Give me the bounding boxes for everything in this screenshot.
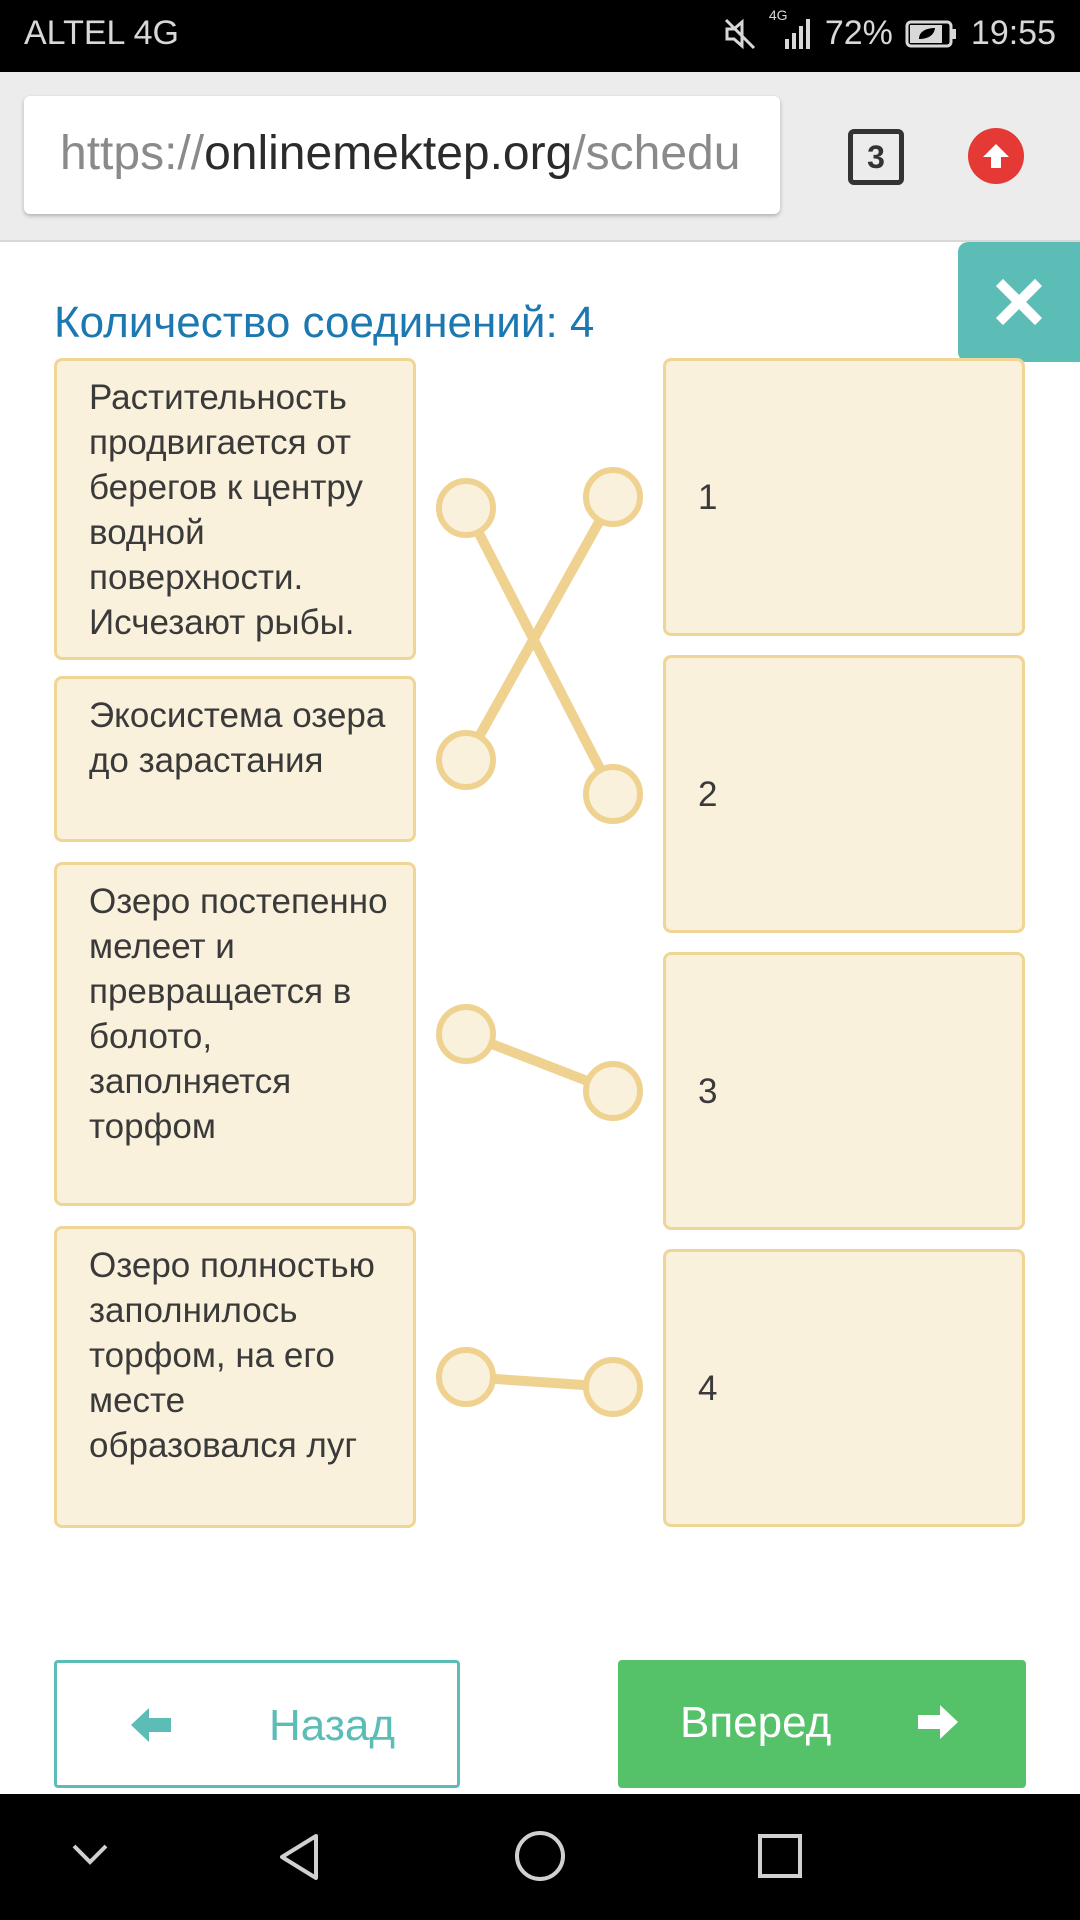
network-type: 4G	[768, 6, 788, 23]
url-scheme: https://	[60, 127, 205, 180]
right-item-number: 2	[698, 774, 718, 814]
left-connector-handle-4[interactable]	[439, 1350, 493, 1404]
right-item-number: 3	[698, 1071, 718, 1111]
left-connector-handle-3[interactable]	[439, 1007, 493, 1061]
url-host: onlinemektep.org	[204, 127, 573, 180]
system-nav-bar	[0, 1794, 1080, 1920]
battery-percent: 72%	[824, 14, 893, 52]
back-button[interactable]	[54, 1660, 460, 1788]
right-connector-handle-4[interactable]	[586, 1360, 640, 1414]
next-button[interactable]	[618, 1660, 1026, 1788]
arrow-left-icon	[129, 1705, 173, 1756]
left-item-text: Озеро полностью заполнилось торфом, на его месте образовался луг	[89, 1246, 375, 1465]
left-connector-handle-2[interactable]	[439, 733, 493, 787]
url-path: /schedu	[572, 127, 741, 180]
next-label: Вперед	[680, 1698, 832, 1747]
right-connector-handle-3[interactable]	[586, 1064, 640, 1118]
left-item-text: Озеро постепенно мелеет и превращается в болото, заполняется торфом	[89, 882, 388, 1146]
arrow-right-icon	[916, 1702, 960, 1753]
left-connector-handle-1[interactable]	[439, 481, 493, 535]
left-item-text: Растительность продвигается от берегов к центру водной поверхности. Исчезают рыбы.	[89, 378, 363, 642]
right-connector-handle-2[interactable]	[586, 767, 640, 821]
tab-count: 3	[867, 138, 885, 175]
clock: 19:55	[970, 14, 1056, 52]
left-item-text: Экосистема озера до зарастания	[89, 696, 386, 780]
right-item-number: 1	[698, 477, 718, 517]
carrier-name: ALTEL 4G	[24, 14, 179, 52]
recents-nav-icon[interactable]	[756, 1832, 804, 1880]
chevron-down-icon[interactable]	[70, 1840, 110, 1870]
right-item-number: 4	[698, 1368, 718, 1408]
home-nav-icon[interactable]	[514, 1830, 566, 1882]
connector-line-2	[466, 497, 613, 760]
right-connector-handle-1[interactable]	[586, 470, 640, 524]
connections-count-heading: Количество соединений: 4	[54, 298, 595, 347]
back-label: Назад	[269, 1701, 396, 1750]
back-nav-icon[interactable]	[276, 1832, 322, 1882]
